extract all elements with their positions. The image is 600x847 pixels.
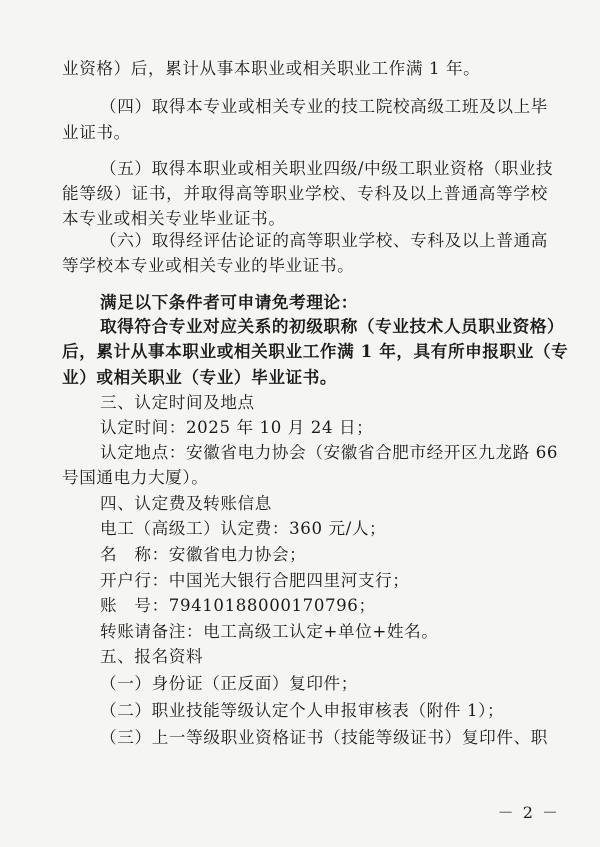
text-line: （二）职业技能等级认定个人申报审核表（附件 1）； (100, 701, 505, 720)
text-line: 取得符合专业对应关系的初级职称（专业技术人员职业资格） (100, 316, 565, 336)
payee-value: 安徽省电力协会； (168, 545, 307, 564)
text-line: （五）取得本职业或相关职业四级/中级工职业资格（职业技 (100, 159, 554, 178)
text-line: （一）身份证（正反面）复印件； (100, 674, 358, 693)
text-line: （三）上一等级职业资格证书（技能等级证书）复印件、职 (100, 728, 548, 747)
text-line: 业资格）后，累计从事本职业或相关职业工作满 1 年。 (62, 59, 481, 78)
text-line: 转账请备注：电工高级工认定+单位+姓名。 (100, 622, 439, 641)
text-line: （六）取得经评估论证的高等职业学校、专科及以上普通高 (100, 231, 548, 250)
text-line: 电工（高级工）认定费：360 元/人； (100, 519, 387, 538)
text-line: 业）或相关职业（专业）毕业证书。 (62, 367, 338, 387)
text-line: 号国通电力大厦）。 (62, 468, 209, 487)
page-number: － 2 － (497, 803, 560, 822)
text-line: 等学校本专业或相关专业的毕业证书。 (62, 256, 355, 275)
text-line: （四）取得本专业或相关专业的技工院校高级工班及以上毕 (100, 97, 548, 116)
payee-label: 名 称： (100, 545, 169, 564)
section-heading: 满足以下条件者可申请免考理论： (100, 292, 358, 312)
section-heading: 四、认定费及转账信息 (100, 494, 272, 513)
section-heading: 三、认定时间及地点 (100, 393, 255, 412)
account-line (100, 595, 548, 617)
payee-line (100, 544, 548, 566)
text-line: 本专业或相关专业毕业证书。 (62, 209, 286, 228)
section-heading: 五、报名资料 (100, 647, 204, 666)
text-line: 能等级）证书，并取得高等职业学校、专科及以上普通高等学校 (62, 184, 548, 203)
bank-value: 中国光大银行合肥四里河支行； (168, 571, 410, 590)
account-label: 账 号： (100, 596, 169, 615)
text-line: 认定地点：安徽省电力协会（安徽省合肥市经开区九龙路 66 (100, 443, 559, 462)
bank-line (100, 570, 548, 592)
text-line: 后，累计从事本职业或相关职业工作满 1 年，具有所申报职业（专 (62, 341, 569, 361)
text-line: 认定时间：2025 年 10 月 24 日； (100, 418, 374, 437)
bank-label: 开户行： (100, 571, 169, 590)
text-line: 业证书。 (62, 123, 131, 142)
account-value: 79410188000170796； (168, 596, 376, 615)
